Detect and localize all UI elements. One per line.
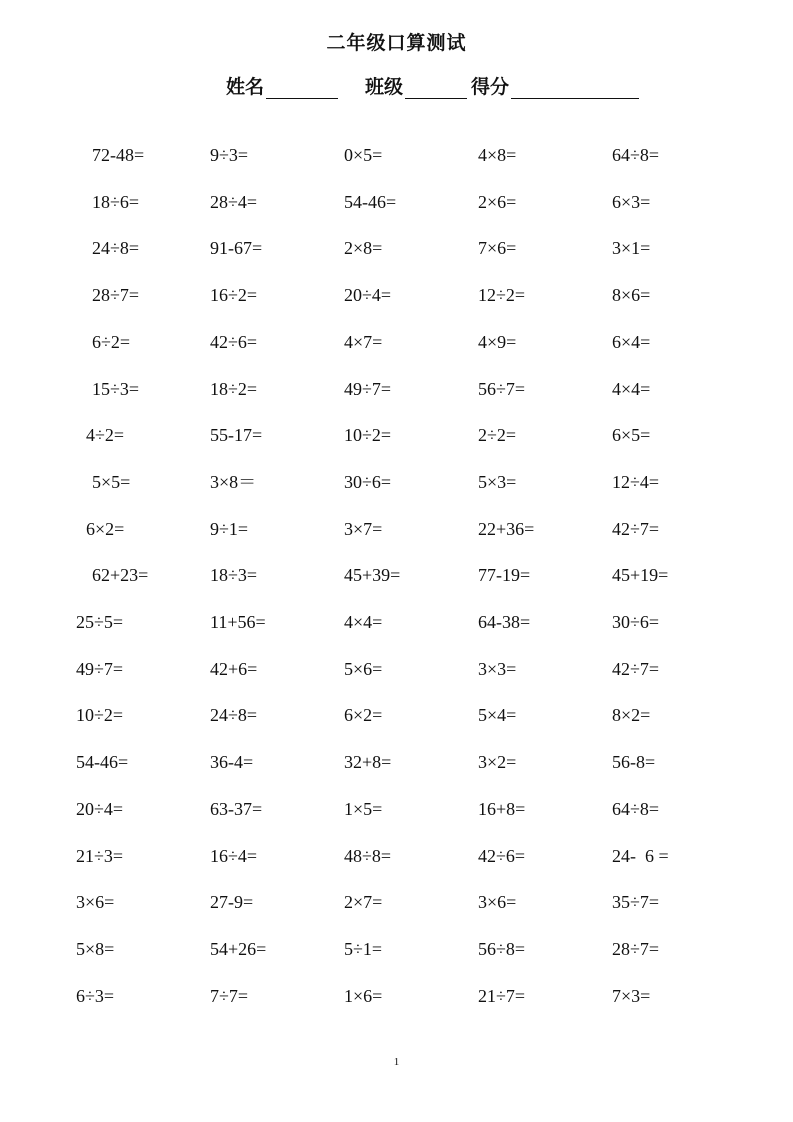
math-problem: 49÷7= [76,658,124,679]
page-title: 二年级口算测试 [326,32,467,54]
math-problem: 5×8= [76,938,115,959]
math-problem: 28÷7= [92,285,140,306]
math-problem: 3×7= [344,518,383,539]
math-problem: 3×8＝ [210,471,257,492]
math-problem: 62+23= [92,565,149,586]
math-problem: 3×6= [76,892,115,913]
problem-row [0,654,793,684]
math-problem: 30÷6= [344,471,392,492]
math-problem: 12÷4= [612,471,660,492]
math-problem: 12÷2= [478,285,526,306]
math-problem: 10÷2= [344,425,392,446]
math-problem: 1×5= [344,798,383,819]
math-problem: 36-4= [210,752,254,773]
math-problem: 30÷6= [612,612,660,632]
problem-row [0,607,793,637]
math-problem: 2×6= [478,191,517,212]
math-problem: 6×2= [344,705,383,726]
math-problem: 64-38= [478,612,531,632]
math-problem: 28÷7= [612,938,660,959]
math-problem: 18÷2= [210,378,258,399]
math-problem: 42÷6= [210,331,258,352]
math-problem: 22+36= [478,518,535,539]
math-problem: 7×3= [612,985,651,1006]
math-problem: 6÷2= [92,331,131,352]
math-problem: 24- 6 = [612,845,669,866]
math-problem: 42+6= [210,658,258,679]
math-problem: 5×3= [478,471,517,492]
problem-row [0,374,793,404]
problem-row [0,514,793,544]
math-problem: 4×4= [612,378,651,399]
problem-row [0,187,793,217]
math-problem: 3×3= [478,658,517,679]
math-problem: 6÷3= [76,985,115,1006]
math-problem: 28÷4= [210,191,258,212]
math-problem: 16÷2= [210,285,258,306]
math-problem: 42÷7= [612,518,660,539]
math-problem: 24÷8= [92,238,140,259]
math-problem: 5×6= [344,658,383,679]
math-problem: 49÷7= [344,378,392,399]
math-problem: 91-67= [210,238,263,259]
math-problem: 3×6= [478,892,517,913]
math-problem: 42÷6= [478,845,526,866]
problem-row [0,327,793,357]
problem-row [0,233,793,263]
page-number: 1 [393,1056,400,1068]
math-problem: 20÷4= [76,798,124,819]
math-problem: 32+8= [344,752,392,773]
math-problem: 5×5= [92,471,131,492]
problem-row [0,981,793,1011]
problem-row [0,841,793,871]
math-problem: 16÷4= [210,845,258,866]
math-problem: 48÷8= [344,845,392,866]
problem-row [0,420,793,450]
math-problem: 54+26= [210,938,267,959]
math-problem: 1×6= [344,985,383,1006]
math-problem: 35÷7= [612,892,660,913]
math-problem: 3×1= [612,238,651,259]
math-problem: 2×7= [344,892,383,913]
math-problem: 7×6= [478,238,517,259]
math-problem: 4×4= [344,612,383,632]
math-problem: 21÷7= [478,985,526,1006]
problem-row [0,934,793,964]
math-problem: 63-37= [210,798,263,819]
problem-row [0,560,793,590]
math-problem: 3×2= [478,752,517,773]
math-problem: 27-9= [210,892,254,913]
math-problem: 4÷2= [86,425,125,446]
math-problem: 56-8= [612,752,656,773]
math-problem: 6×3= [612,191,651,212]
math-problem: 2×8= [344,238,383,259]
math-problem: 77-19= [478,565,531,586]
math-problem: 8×2= [612,705,651,726]
math-problem: 20÷4= [344,285,392,306]
problem-row [0,280,793,310]
math-problem: 25÷5= [76,612,124,632]
problem-row [0,794,793,824]
math-problem: 42÷7= [612,658,660,679]
math-problem: 56÷7= [478,378,526,399]
math-problem: 21÷3= [76,845,124,866]
math-problem: 45+19= [612,565,669,586]
name-label: 姓名 [226,76,265,98]
math-problem: 55-17= [210,425,263,446]
math-problem: 45+39= [344,565,401,586]
problem-row [0,467,793,497]
math-problem: 9÷1= [210,518,249,539]
math-problem: 6×4= [612,331,651,352]
problem-row [0,747,793,777]
math-problem: 6×5= [612,425,651,446]
math-problem: 18÷6= [92,191,140,212]
math-problem: 54-46= [344,191,397,212]
class-label: 班级 [365,76,404,98]
math-problem: 10÷2= [76,705,124,726]
problem-row [0,887,793,917]
math-problem: 72-48= [92,145,145,165]
math-problem: 5÷1= [344,938,383,959]
math-problem: 4×8= [478,145,517,165]
math-problem: 64÷8= [612,145,660,165]
math-problem: 16+8= [478,798,526,819]
math-problem: 7÷7= [210,985,249,1006]
score-label: 得分 [471,76,510,98]
math-problem: 54-46= [76,752,129,773]
math-problem: 15÷3= [92,378,140,399]
math-problem: 4×7= [344,331,383,352]
problem-row [0,140,793,170]
math-problem: 11+56= [210,612,266,632]
math-problem: 9÷3= [210,145,249,165]
math-problem: 18÷3= [210,565,258,586]
math-problem: 64÷8= [612,798,660,819]
math-problem: 8×6= [612,285,651,306]
math-problem: 6×2= [86,518,125,539]
math-problem: 2÷2= [478,425,517,446]
math-problem: 5×4= [478,705,517,726]
math-problem: 56÷8= [478,938,526,959]
math-problem: 0×5= [344,145,383,165]
problem-row [0,700,793,730]
math-problem: 24÷8= [210,705,258,726]
math-problem: 4×9= [478,331,517,352]
